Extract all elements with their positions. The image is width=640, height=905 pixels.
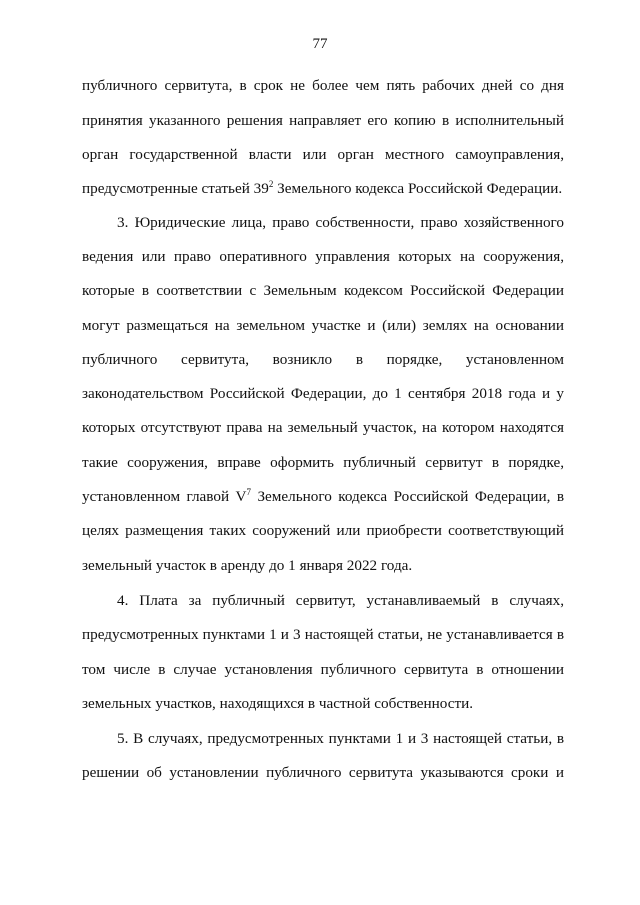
text-line: которые в соответствии с Земельным кодексом Российской Федерации xyxy=(82,282,564,299)
text-line: предусмотренные статьей $39^2$ Земельного кодекса Российской Федерации. xyxy=(82,179,563,197)
text-line: могут размещаться на земельном участке и (или) землях на основании xyxy=(82,317,564,334)
text-line: орган государственной власти или орган местного самоуправления, xyxy=(82,146,564,163)
text-line: предусмотренных пунктами 1 и 3 настоящей статьи, не устанавливается в xyxy=(82,626,564,643)
text-line: земельных участков, находящихся в частной собственности. xyxy=(82,695,474,712)
superscript: 7 xyxy=(246,487,251,497)
text-line: такие сооружения, вправе оформить публичный сервитут в порядке, xyxy=(82,454,564,471)
text-line: публичного сервитута, в срок не более чем пять рабочих дней со дня xyxy=(82,77,564,94)
text-line: установленном главой $V^7$ Земельного кодекса Российской Федерации, в xyxy=(82,487,564,505)
paragraph-3-start: 3. Юридические лица, право собственности, право хозяйственного xyxy=(117,214,564,231)
paragraph-4-start: 4. Плата за публичный сервитут, устанавливаемый в случаях, xyxy=(117,592,564,609)
superscript: 2 xyxy=(268,179,274,189)
text-line: законодательством Российской Федерации, до 1 сентября 2018 года и у xyxy=(82,385,564,402)
text-line: которых отсутствуют права на земельный участок, на котором находятся xyxy=(82,419,564,436)
paragraph-5-start: 5. В случаях, предусмотренных пунктами 1 и 3 настоящей статьи, в xyxy=(117,730,564,747)
text-line: ведения или право оперативного управления которых на сооружения, xyxy=(82,248,564,265)
text-line: принятия указанного решения направляет его копию в исполнительный xyxy=(82,112,564,129)
text-line: земельный участок в аренду до 1 января 2022 года. xyxy=(82,557,413,574)
text-line: решении об установлении публичного сервитута указываются сроки и xyxy=(82,764,564,781)
text-line: публичного сервитута, возникло в порядке, установленном xyxy=(82,351,564,368)
text-line: том числе в случае установления публичного сервитута в отношении xyxy=(82,661,564,678)
page-number: 77 xyxy=(312,36,328,52)
text-line: целях размещения таких сооружений или приобрести соответствующий xyxy=(82,522,564,539)
